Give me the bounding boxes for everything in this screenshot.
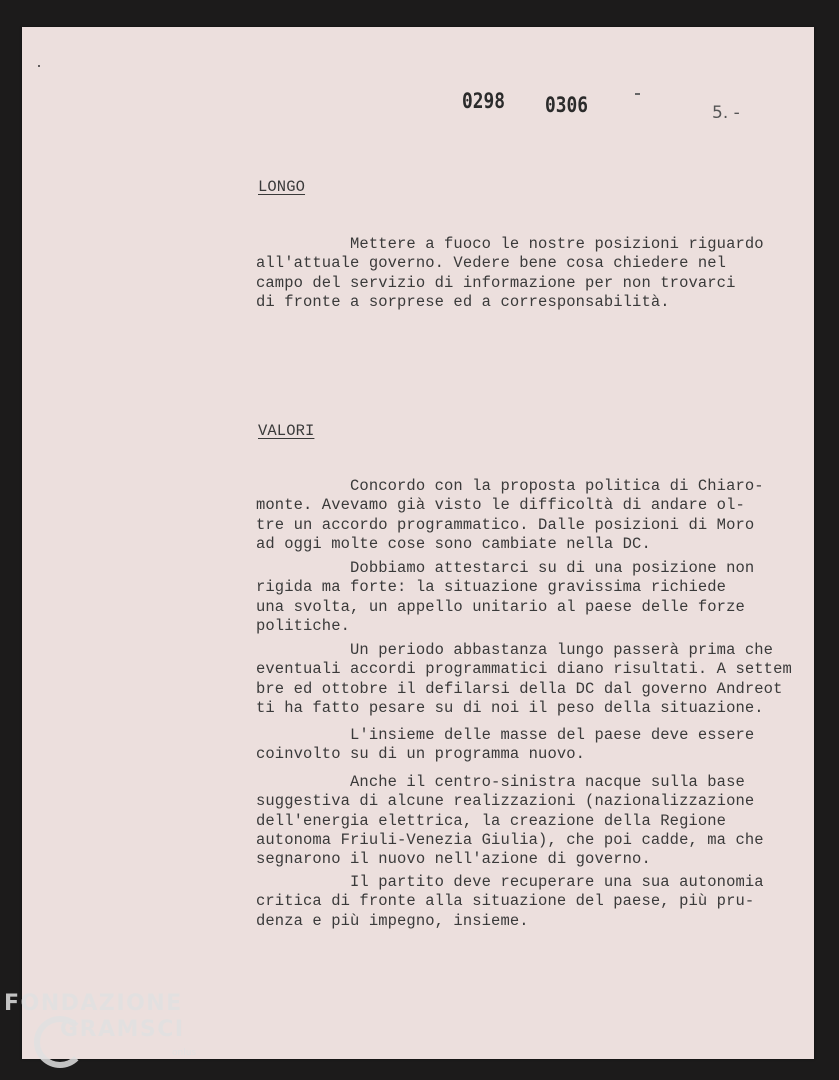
- speaker-heading-longo: LONGO: [258, 178, 306, 196]
- archive-stamp-number: 0298: [462, 89, 505, 113]
- paragraph: Dobbiamo attestarci su di una posizione non rigida ma forte: la situazione gravissima richiede una svolta, un appello unitario al paese delle forze politiche.: [256, 559, 755, 635]
- document-page: [22, 27, 814, 1059]
- ink-dot: [38, 65, 40, 67]
- watermark-line-2: GRAMSCI: [60, 1017, 185, 1042]
- paragraph: Mettere a fuoco le nostre posizioni riguardo all'attuale governo. Vedere bene cosa chiedere nel campo del servizio di informazione per non trovarci di fronte a sorprese ed a corresponsabilità.: [256, 235, 764, 311]
- page-number: 5. -: [712, 103, 740, 123]
- paragraph: Anche il centro-sinistra nacque sulla base suggestiva di alcune realizzazioni (nazionalizzazione dell'energia elettrica, la creazione della Regione autonoma Friuli-Venezia Giulia), che poi cadde, ma che segnarono il nuovo nell'azione di governo.: [256, 773, 764, 869]
- speaker-heading-valori: VALORI: [258, 422, 315, 440]
- watermark-line-3: onlus: [172, 1048, 197, 1058]
- archive-stamp-number: 0306: [545, 93, 588, 117]
- ink-mark: [635, 93, 640, 95]
- paragraph: Il partito deve recuperare una sua autonomia critica di fronte alla situazione del paese, più pru- denza e più impegno, insieme.: [256, 873, 764, 930]
- watermark-line-1: FONDAZIONE: [4, 991, 183, 1016]
- paragraph: Concordo con la proposta politica di Chiaro- monte. Avevamo già visto le difficoltà di andare ol- tre un accordo programmatico. Dalle posizioni di Moro ad oggi molte cose sono cambiate nella DC.: [256, 477, 764, 553]
- paragraph: Un periodo abbastanza lungo passerà prima che eventuali accordi programmatici diano risultati. A settem bre ed ottobre il defilarsi della DC dal governo Andreot ti ha fatto pesare su di noi il peso della situazione.: [256, 641, 792, 717]
- paragraph: L'insieme delle masse del paese deve essere coinvolto su di un programma nuovo.: [256, 726, 755, 764]
